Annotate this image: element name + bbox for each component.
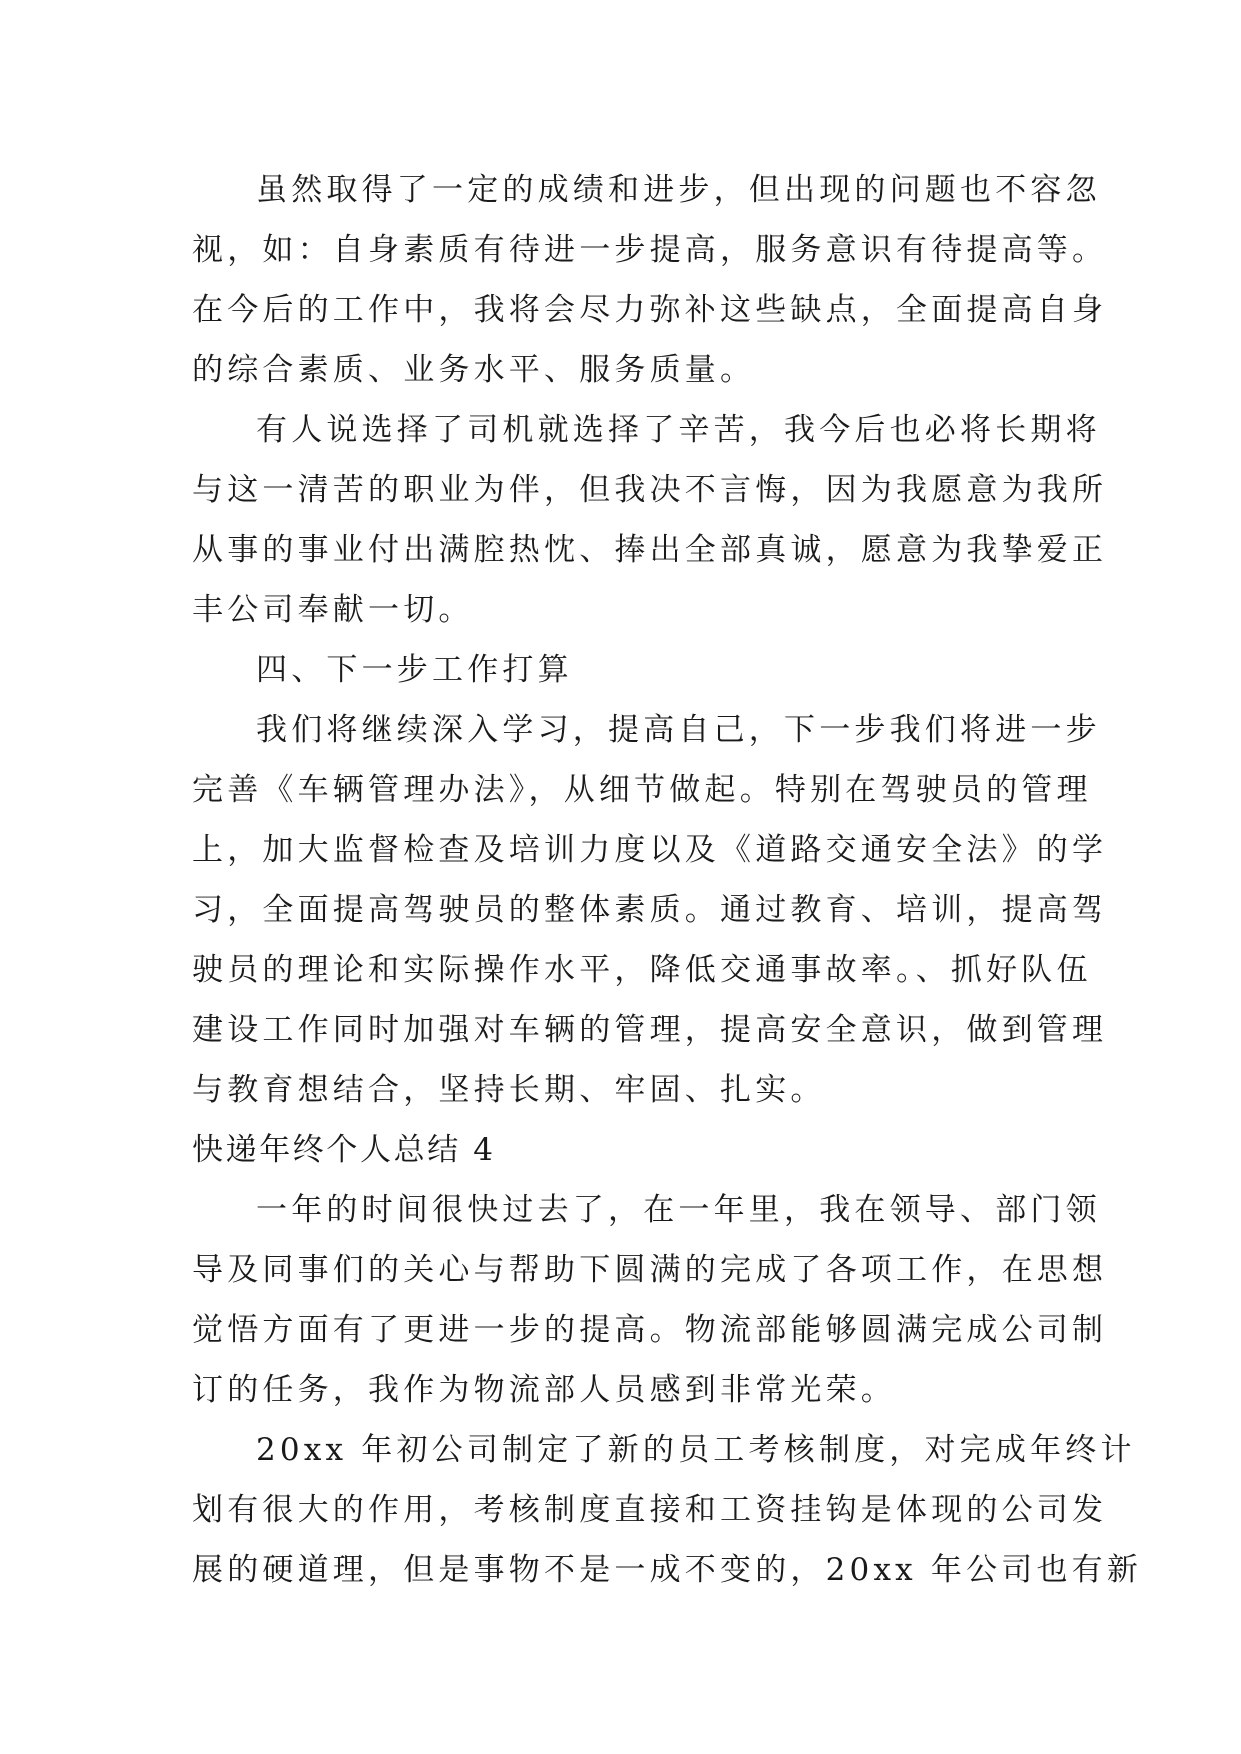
text-line: 驶员的理论和实际操作水平，降低交通事故率。、抓好队伍 <box>192 952 1092 988</box>
text-line: 视，如：自身素质有待进一步提高，服务意识有待提高等。 <box>192 232 1108 268</box>
section-heading: 四、下一步工作打算 <box>256 652 573 688</box>
text-line: 丰公司奉献一切。 <box>192 592 474 628</box>
text-line: 我们将继续深入学习，提高自己，下一步我们将进一步 <box>256 712 1101 748</box>
text-line: 与教育想结合，坚持长期、牢固、扎实。 <box>192 1072 826 1108</box>
text-line: 从事的事业付出满腔热忱、捧出全部真诚，愿意为我挚爱正 <box>192 532 1108 568</box>
document-title: 快递年终个人总结 4 <box>192 1132 496 1168</box>
text-line: 虽然取得了一定的成绩和进步，但出现的问题也不容忽 <box>256 172 1101 208</box>
text-line: 一年的时间很快过去了，在一年里，我在领导、部门领 <box>256 1192 1101 1228</box>
text-line: 建设工作同时加强对车辆的管理，提高安全意识，做到管理 <box>192 1012 1108 1048</box>
text-line: 导及同事们的关心与帮助下圆满的完成了各项工作，在思想 <box>192 1252 1108 1288</box>
text-line: 习，全面提高驾驶员的整体素质。通过教育、培训，提高驾 <box>192 892 1108 928</box>
document-body <box>192 160 1143 1600</box>
text-line: 觉悟方面有了更进一步的提高。物流部能够圆满完成公司制 <box>192 1312 1108 1348</box>
text-line: 的综合素质、业务水平、服务质量。 <box>192 352 756 388</box>
text-line: 划有很大的作用，考核制度直接和工资挂钩是体现的公司发 <box>192 1492 1108 1528</box>
text-line: 在今后的工作中，我将会尽力弥补这些缺点，全面提高自身 <box>192 292 1108 328</box>
text-line: 展的硬道理，但是事物不是一成不变的，20xx 年公司也有新 <box>192 1552 1143 1588</box>
text-line: 有人说选择了司机就选择了辛苦，我今后也必将长期将 <box>256 412 1101 448</box>
text-line: 20xx 年初公司制定了新的员工考核制度，对完成年终计 <box>256 1432 1136 1468</box>
text-line: 完善《车辆管理办法》，从细节做起。特别在驾驶员的管理 <box>192 772 1092 808</box>
text-line: 上，加大监督检查及培训力度以及《道路交通安全法》的学 <box>192 832 1108 868</box>
text-line: 与这一清苦的职业为伴，但我决不言悔，因为我愿意为我所 <box>192 472 1108 508</box>
text-line: 订的任务，我作为物流部人员感到非常光荣。 <box>192 1372 896 1408</box>
